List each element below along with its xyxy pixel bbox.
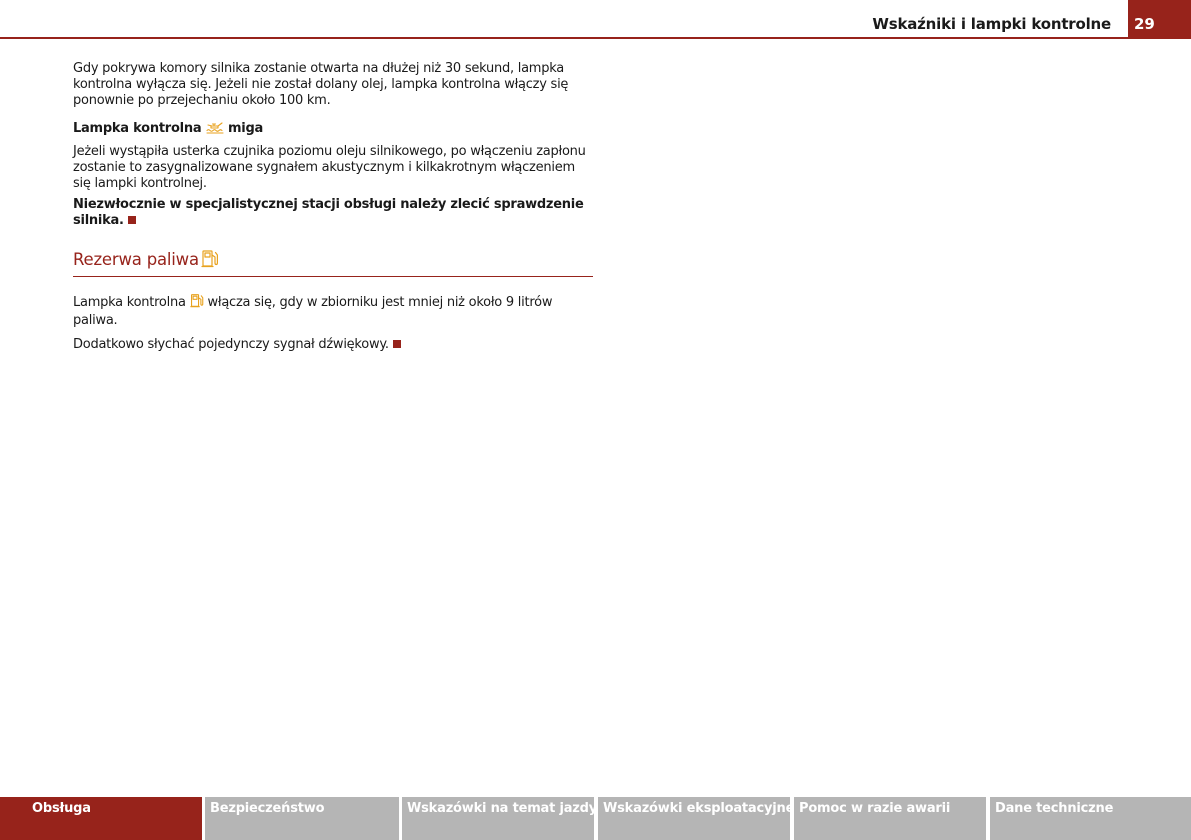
fuel-lamp-text-after: włącza się, gdy w zbiorniku jest mniej niż około 9 litrów paliwa. (73, 295, 553, 328)
page-number: 29 (1128, 0, 1191, 37)
page-header (0, 0, 1191, 40)
paragraph-bonnet-open: Gdy pokrywa komory silnika zostanie otwarta na dłużej niż 30 sekund, lampka kontrolna wyłącza się. Jeżeli nie został dolany olej, lampka kontrolna włączy się ponownie po przejechaniu około 100 km. (73, 61, 569, 108)
paragraph-fuel-lamp (73, 293, 593, 329)
section-heading-fuel-reserve (73, 249, 593, 277)
oil-level-sensor-icon (206, 121, 224, 139)
chapter-navigation (0, 797, 1191, 840)
tab-dane-techniczne[interactable]: Dane techniczne (990, 797, 1191, 840)
header-divider (0, 37, 1191, 39)
section-end-square (128, 216, 136, 224)
tab-bezpieczenstwo[interactable]: Bezpieczeństwo (205, 797, 399, 840)
fuel-pump-icon (201, 249, 219, 274)
tab-pomoc-awarii[interactable]: Pomoc w razie awarii (794, 797, 986, 840)
section-heading-text: Rezerwa paliwa (73, 250, 199, 269)
subheading-text-before: Lampka kontrolna (73, 121, 202, 136)
paragraph-sensor-fault: Jeżeli wystąpiła usterka czujnika poziomu oleju silnikowego, po włączeniu zapłonu zostanie to zasygnalizowane sygnałem akustycznym i kilkakrotnym włączeniem się lampki kontrolnej. (73, 144, 586, 191)
subheading-text-after: miga (227, 121, 264, 136)
service-warning-text: Niezwłocznie w specjalistycznej stacji obsługi należy zlecić sprawdzenie silnika. (73, 197, 584, 228)
tab-wskazowki-jazdy[interactable]: Wskazówki na temat jazdy (402, 797, 594, 840)
tab-wskazowki-eksploatacyjne[interactable]: Wskazówki eksploatacyjne (598, 797, 790, 840)
tab-obsluga[interactable]: Obsługa (0, 797, 202, 840)
acoustic-signal-text: Dodatkowo słychać pojedynczy sygnał dźwiękowy. (73, 337, 389, 352)
fuel-pump-icon (190, 293, 204, 313)
paragraph-service-warning (73, 197, 593, 229)
header-title: Wskaźniki i lampki kontrolne (872, 15, 1111, 33)
subheading-lamp-flashing (73, 121, 593, 139)
page-content (73, 61, 593, 353)
paragraph-acoustic-signal (73, 337, 593, 353)
fuel-lamp-text-before: Lampka kontrolna (73, 295, 186, 310)
section-end-square (393, 340, 401, 348)
